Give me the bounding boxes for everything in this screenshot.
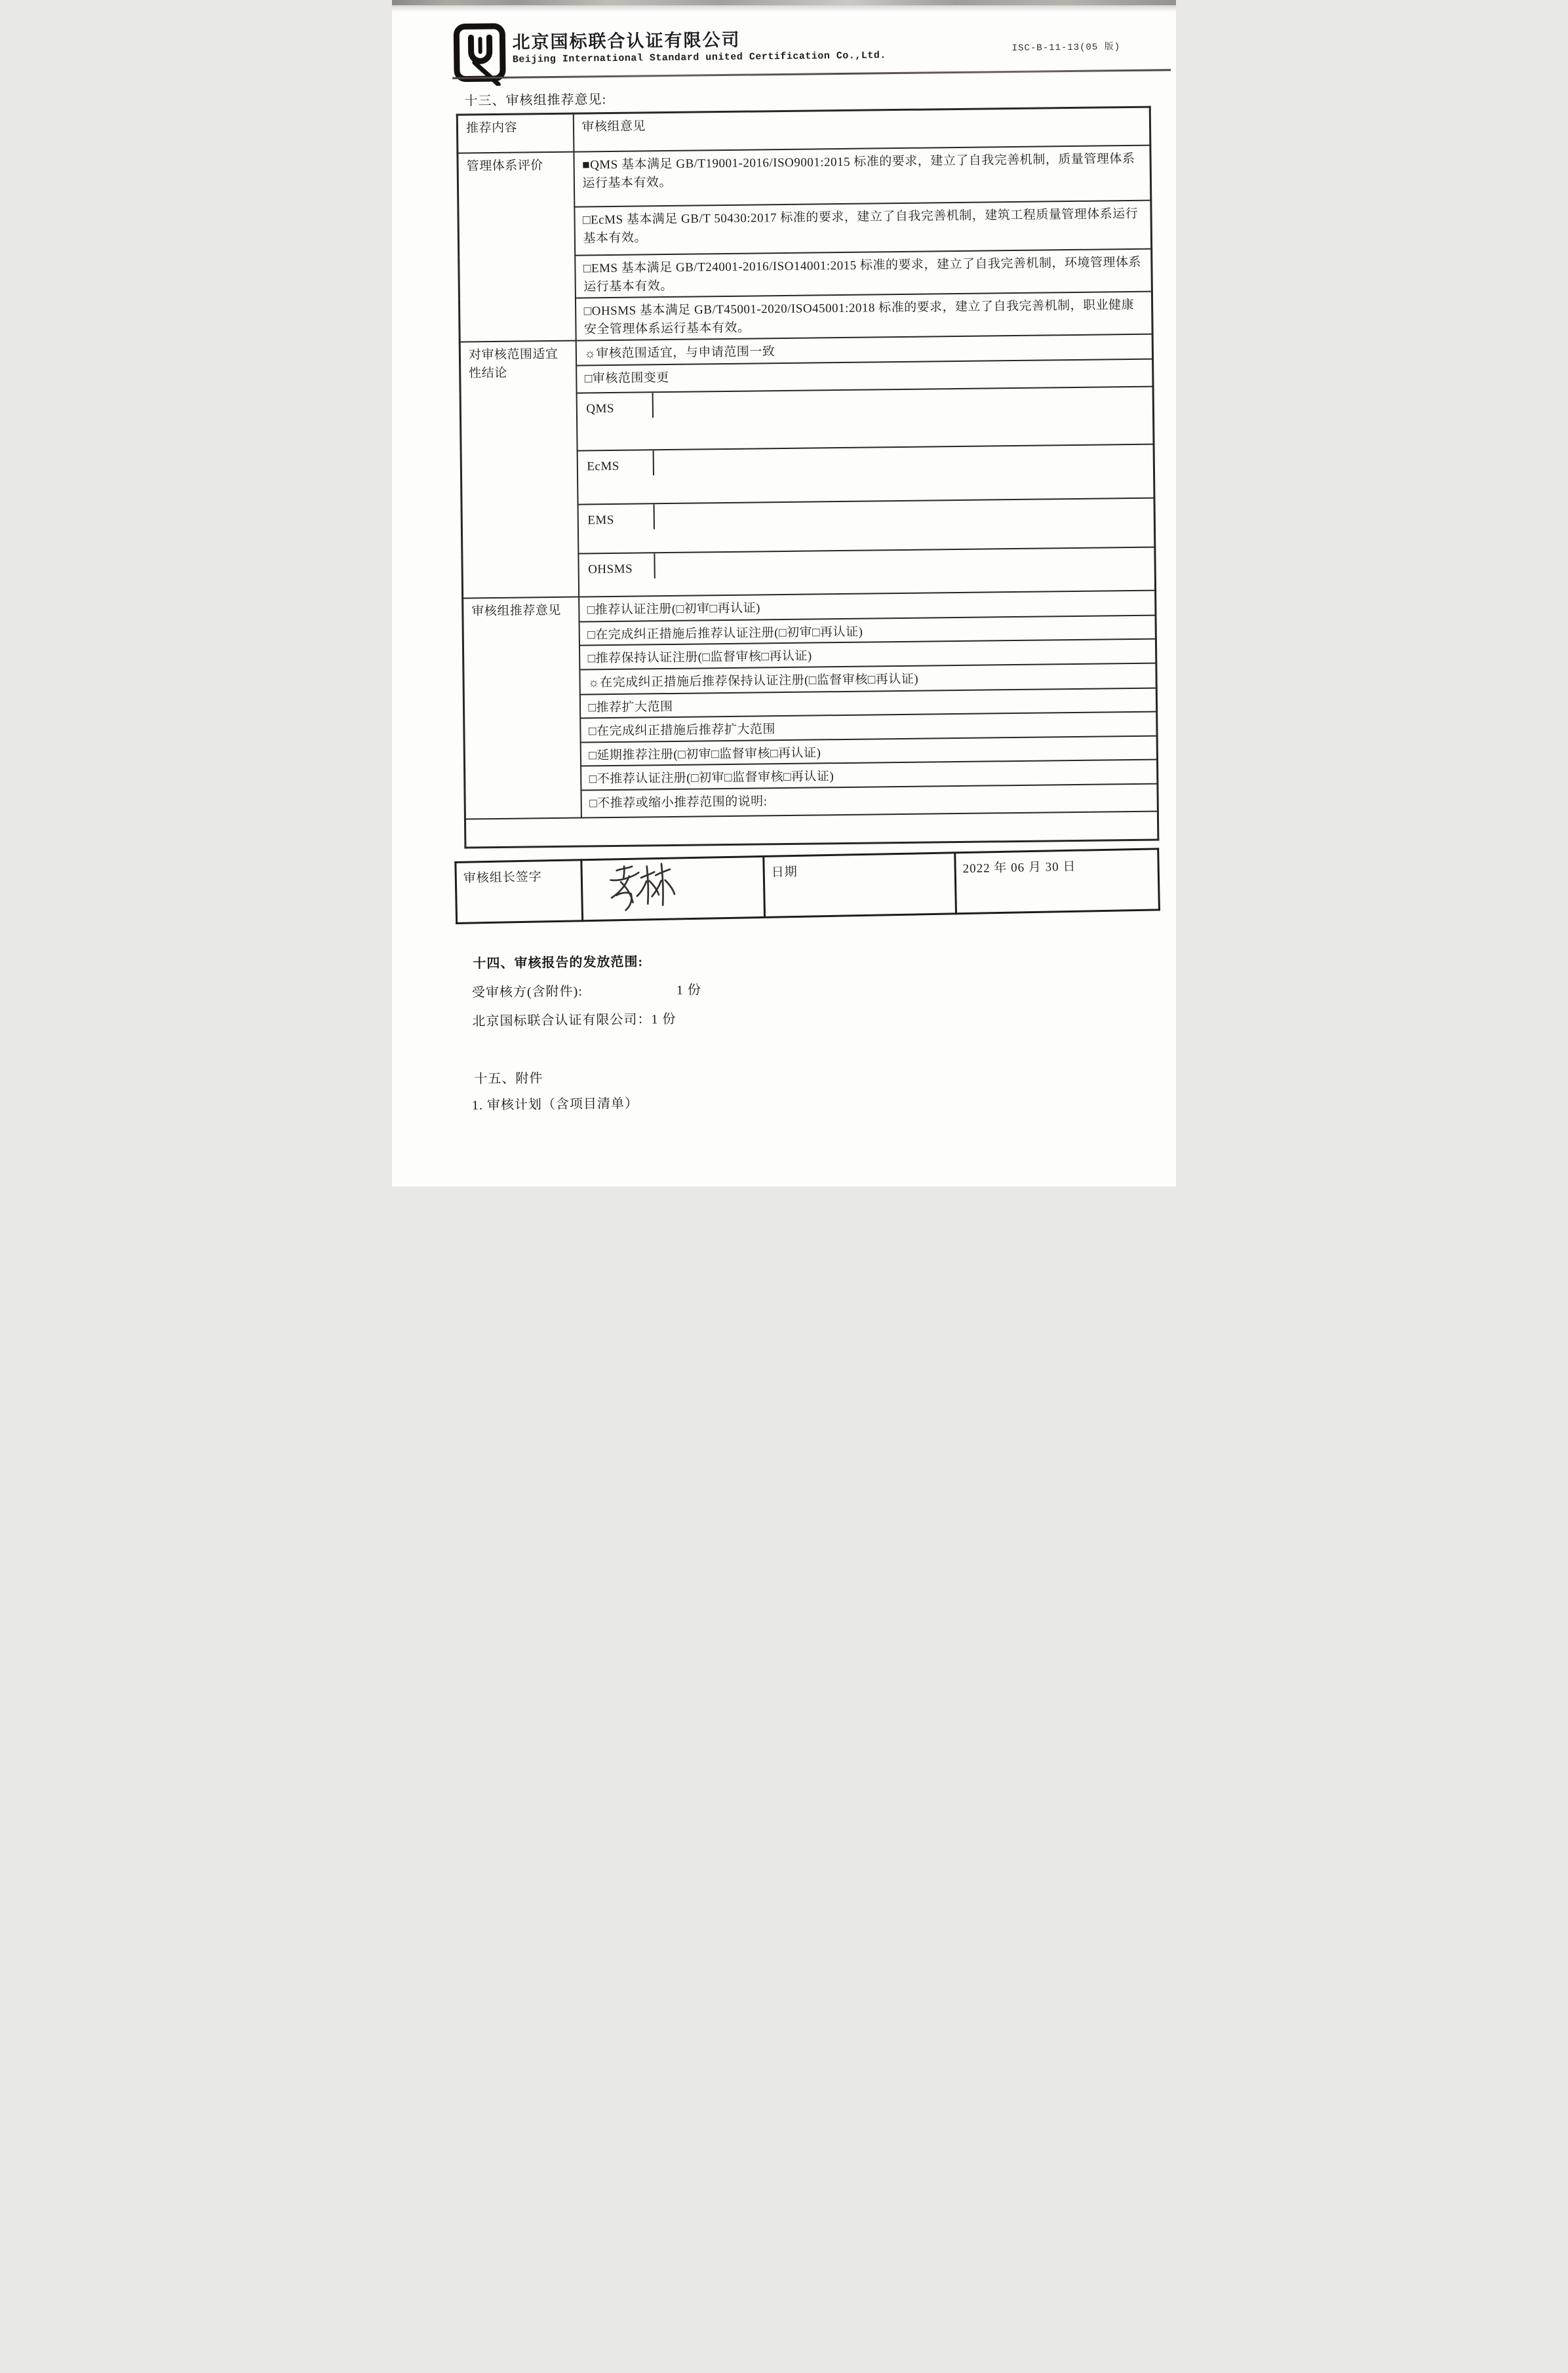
- rec-option-1: □推荐认证注册(□初审□再认证): [579, 590, 1156, 621]
- rec-option-6: □在完成纠正措施后推荐扩大范围: [580, 712, 1157, 742]
- scope-system-row-ohsms: [578, 547, 1156, 597]
- system-label-qms: QMS: [577, 393, 653, 419]
- auditee-copies-value: 1 份: [676, 983, 702, 998]
- company-name-en: Beijing International Standard united Certification Co.,Ltd.: [512, 50, 886, 66]
- leader-signature-cell: [581, 856, 765, 920]
- recommendation-table: [456, 106, 1160, 849]
- header-divider: [452, 69, 1171, 79]
- scanned-audit-report-page: [392, 0, 1176, 1186]
- scope-system-row-ems: [578, 498, 1155, 553]
- document-sheet: [392, 0, 1176, 1186]
- row-label-recommend-content: 推荐内容: [457, 113, 574, 153]
- section-15-title: 十五、附件: [474, 1071, 543, 1087]
- auditee-copies-label: 受审核方(含附件):: [471, 984, 583, 1000]
- system-label-ems: EMS: [578, 504, 654, 530]
- eval-ems-line: □EMS 基本满足 GB/T24001-2016/ISO14001:2015 标准的要求，建立了自我完善机制，环境管理体系运行基本有效。: [575, 248, 1152, 298]
- row-label-audit-team-recommendation: 审核组推荐意见: [463, 597, 581, 819]
- rec-option-3: □推荐保持认证注册(□监督审核□再认证): [579, 639, 1156, 669]
- attachment-item-1: 1. 审核计划（含项目清单）: [471, 1096, 639, 1113]
- company-logo-icon: [453, 23, 509, 90]
- scope-system-row-ecms: [577, 444, 1154, 504]
- rec-option-7: □延期推荐注册(□初审□监督审核□再认证): [580, 735, 1157, 766]
- empty-cell: [654, 498, 1154, 529]
- rec-option-8: □不推荐认证注册(□初审□监督审核□再认证): [581, 760, 1158, 790]
- section-14-title: 十四、审核报告的发放范围:: [473, 954, 644, 971]
- system-label-ohsms: OHSMS: [579, 553, 655, 579]
- eval-ecms-line: □EcMS 基本满足 GB/T 50430:2017 标准的要求，建立了自我完善机制，建筑工程质量管理体系运行基本有效。: [574, 200, 1152, 255]
- form-code: ISC-B-11-13(05 版): [1011, 42, 1121, 54]
- rec-option-4-selected: ☼在完成纠正措施后推荐保持认证注册(□监督审核□再认证): [579, 663, 1156, 694]
- system-label-ecms: EcMS: [578, 450, 654, 477]
- signature-table: [454, 848, 1160, 924]
- section-13-title: 十三、审核组推荐意见:: [464, 92, 607, 109]
- scope-system-row-qms: [576, 386, 1154, 450]
- rec-option-9: □不推荐或缩小推荐范围的说明:: [581, 783, 1158, 817]
- eval-qms-line: ■QMS 基本满足 GB/T19001-2016/ISO9001:2015 标准的要求，建立了自我完善机制，质量管理体系运行基本有效。: [574, 145, 1151, 206]
- row-label-scope-conclusion: 对审核范围适宜性结论: [460, 340, 578, 598]
- rec-option-5: □推荐扩大范围: [579, 688, 1156, 718]
- scope-option-suitable: ☼审核范围适宜，与申请范围一致: [576, 334, 1152, 365]
- table-row: [458, 145, 1151, 208]
- empty-cell: [654, 444, 1153, 475]
- handwritten-signature: [595, 860, 756, 914]
- empty-cell: [655, 547, 1154, 578]
- certifier-copies-line: 北京国标联合认证有限公司：1 份: [472, 1011, 676, 1029]
- date-label: 日期: [764, 853, 956, 918]
- date-value: 2022 年 06 月 30 日: [955, 849, 1160, 914]
- cell-audit-team-opinion: 审核组意见: [573, 107, 1150, 151]
- scope-option-change: □审核范围变更: [576, 359, 1153, 393]
- company-name-cn: 北京国标联合认证有限公司: [512, 29, 741, 52]
- rec-option-2: □在完成纠正措施后推荐认证注册(□初审□再认证): [579, 615, 1156, 645]
- row-label-system-evaluation: 管理体系评价: [458, 151, 576, 342]
- leader-signature-label: 审核组长签字: [456, 860, 583, 924]
- signature-row: [456, 849, 1160, 924]
- empty-cell: [653, 387, 1152, 418]
- eval-ohsms-line: □OHSMS 基本满足 GB/T45001-2020/ISO45001:2018 标准的要求，建立了自我完善机制，职业健康安全管理体系运行基本有效。: [575, 291, 1152, 340]
